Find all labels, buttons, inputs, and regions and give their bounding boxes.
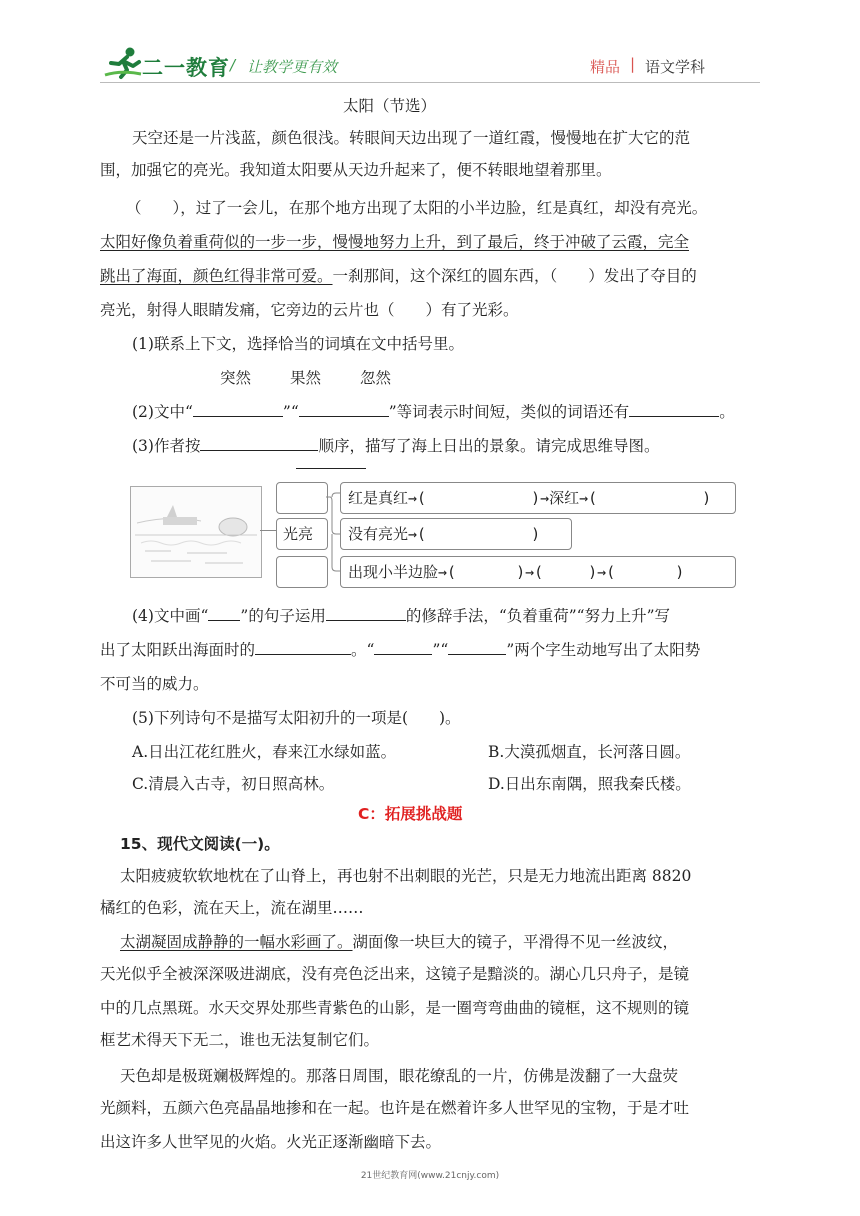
tag-separator: | [630,55,636,73]
passage1-line: （ ），过了一会儿，在那个地方出现了太阳的小半边脸，红是真红，却没有亮光。 [126,199,708,217]
header-slogan: 让教学更有效 [247,58,338,76]
passage2-line: 中的几点黑斑。水天交界处那些青紫色的山影，是一圈弯弯曲曲的镜框，这不规则的镜 [100,999,690,1017]
answer-blank[interactable] [193,402,283,417]
choice-d[interactable]: D.日出东南隅，照我秦氏楼。 [488,775,691,793]
sunrise-picture [130,486,262,578]
question-3: (3)作者按 顺序，描写了海上日出的景象。请完成思维导图。 [132,437,660,455]
underlined-sentence: 太湖凝固成静静的一幅水彩画了。 [120,933,353,951]
question-4: (4)文中画“ ”的句子运用 的修辞手法，“负着重荷”“努力上升”写 [132,607,671,625]
underlined-sentence: 太阳好像负着重荷似的一步一步，慢慢地努力上升，到了最后，终于冲破了云霞，完全 [100,233,690,251]
tag-subject: 语文学科 [645,58,706,76]
blank-box[interactable] [276,556,328,588]
answer-blank[interactable] [299,402,389,417]
row-text: 红是真红→( )→深红→( ) [348,489,712,507]
header-slash: / [230,56,236,74]
row-text: 没有亮光→( ) [348,525,541,543]
passage1-line: 围，加强它的亮光。我知道太阳要从天边升起来了，便不转眼地望着那里。 [100,161,612,179]
blank-box[interactable] [276,482,328,514]
passage2-line: 太湖凝固成静静的一幅水彩画了。湖面像一块巨大的镜子，平滑得不见一丝波纹， [120,933,679,951]
passage-title: 太阳（节选） [343,97,437,115]
answer-blank[interactable] [629,402,719,417]
passage2-line: 出这许多人世罕见的火焰。火光正逐渐幽暗下去。 [100,1133,442,1151]
choice-c[interactable]: C.清晨入古寺，初日照高林。 [132,775,335,793]
tag-jingpin: 精品 [590,58,621,76]
passage1-line: 亮光，射得人眼睛发痛，它旁边的云片也（ ）有了光彩。 [100,301,519,319]
passage1-line-rest: 一刹那间，这个深红的圆东西，（ ）发出了夺目的 [332,267,697,285]
word-option: 果然 [290,369,322,387]
passage1-line [100,266,697,286]
question-4-line: 不可当的威力。 [100,675,209,693]
passage2-line: 太阳疲疲软软地枕在了山脊上，再也射不出刺眼的光芒，只是无力地流出距离 8820 [120,867,692,885]
header [0,0,860,86]
mind-map [130,478,740,590]
choice-b[interactable]: B.大漠孤烟直，长河落日圆。 [488,743,691,761]
question-2: (2)文中“ ”“ ”等词表示时间短，类似的词语还有 。 [132,403,735,421]
passage2-line: 天色却是极斑斓极辉煌的。那落日周围，眼花缭乱的一片，仿佛是泼翻了一大盘荧 [120,1067,679,1085]
section-c-title: C：拓展挑战题 [358,805,463,823]
answer-blank[interactable] [326,606,406,621]
passage2-line: 橘红的色彩，流在天上，流在湖里…… [100,899,364,917]
answer-blank[interactable] [200,436,318,451]
answer-blank[interactable] [448,640,506,655]
underlined-sentence-end: 跳出了海面，颜色红得非常可爱。 [100,267,333,285]
answer-blank[interactable] [255,640,351,655]
choice-a[interactable]: A.日出江花红胜火，春来江水绿如蓝。 [132,743,397,761]
header-rule [100,82,760,83]
question-1: (1)联系上下文，选择恰当的词填在文中括号里。 [132,335,464,353]
center-label: 光亮 [283,525,314,543]
answer-blank[interactable] [208,606,240,621]
connector-line [260,530,276,531]
passage2-line: 天光似乎全被深深吸进湖底，没有亮色泛出来，这镜子是黯淡的。湖心几只舟子，是镜 [100,965,690,983]
passage2-line: 光颜料，五颜六色亮晶晶地掺和在一起。也许是在燃着许多人世罕见的宝物，于是才吐 [100,1099,690,1117]
footer-text: 21世纪教育网(www.21cnjy.com) [360,1171,500,1181]
question-15-title: 15、现代文阅读(一)。 [120,835,280,853]
word-option: 忽然 [360,369,392,387]
answer-blank[interactable] [374,640,432,655]
question-4-line: 出了太阳跃出海面时的 。“ ”“ ”两个字生动地写出了太阳势 [100,641,701,659]
runner-logo-icon [103,44,143,80]
passage2-line: 框艺术得天下无二，谁也无法复制它们。 [100,1031,380,1049]
bracket-connector [326,478,340,590]
sea-sunrise-icon [131,487,261,577]
row-text: 出现小半边脸→( )→( )→( ) [348,563,685,581]
passage1-line: 天空还是一片浅蓝，颜色很浅。转眼间天边出现了一道红霞，慢慢地在扩大它的范 [132,129,691,147]
question-5: (5)下列诗句不是描写太阳初升的一项是( )。 [132,709,461,727]
word-option: 突然 [220,369,252,387]
logo-text: 二一教育 [142,56,230,80]
extra-blank-line[interactable] [296,468,366,469]
